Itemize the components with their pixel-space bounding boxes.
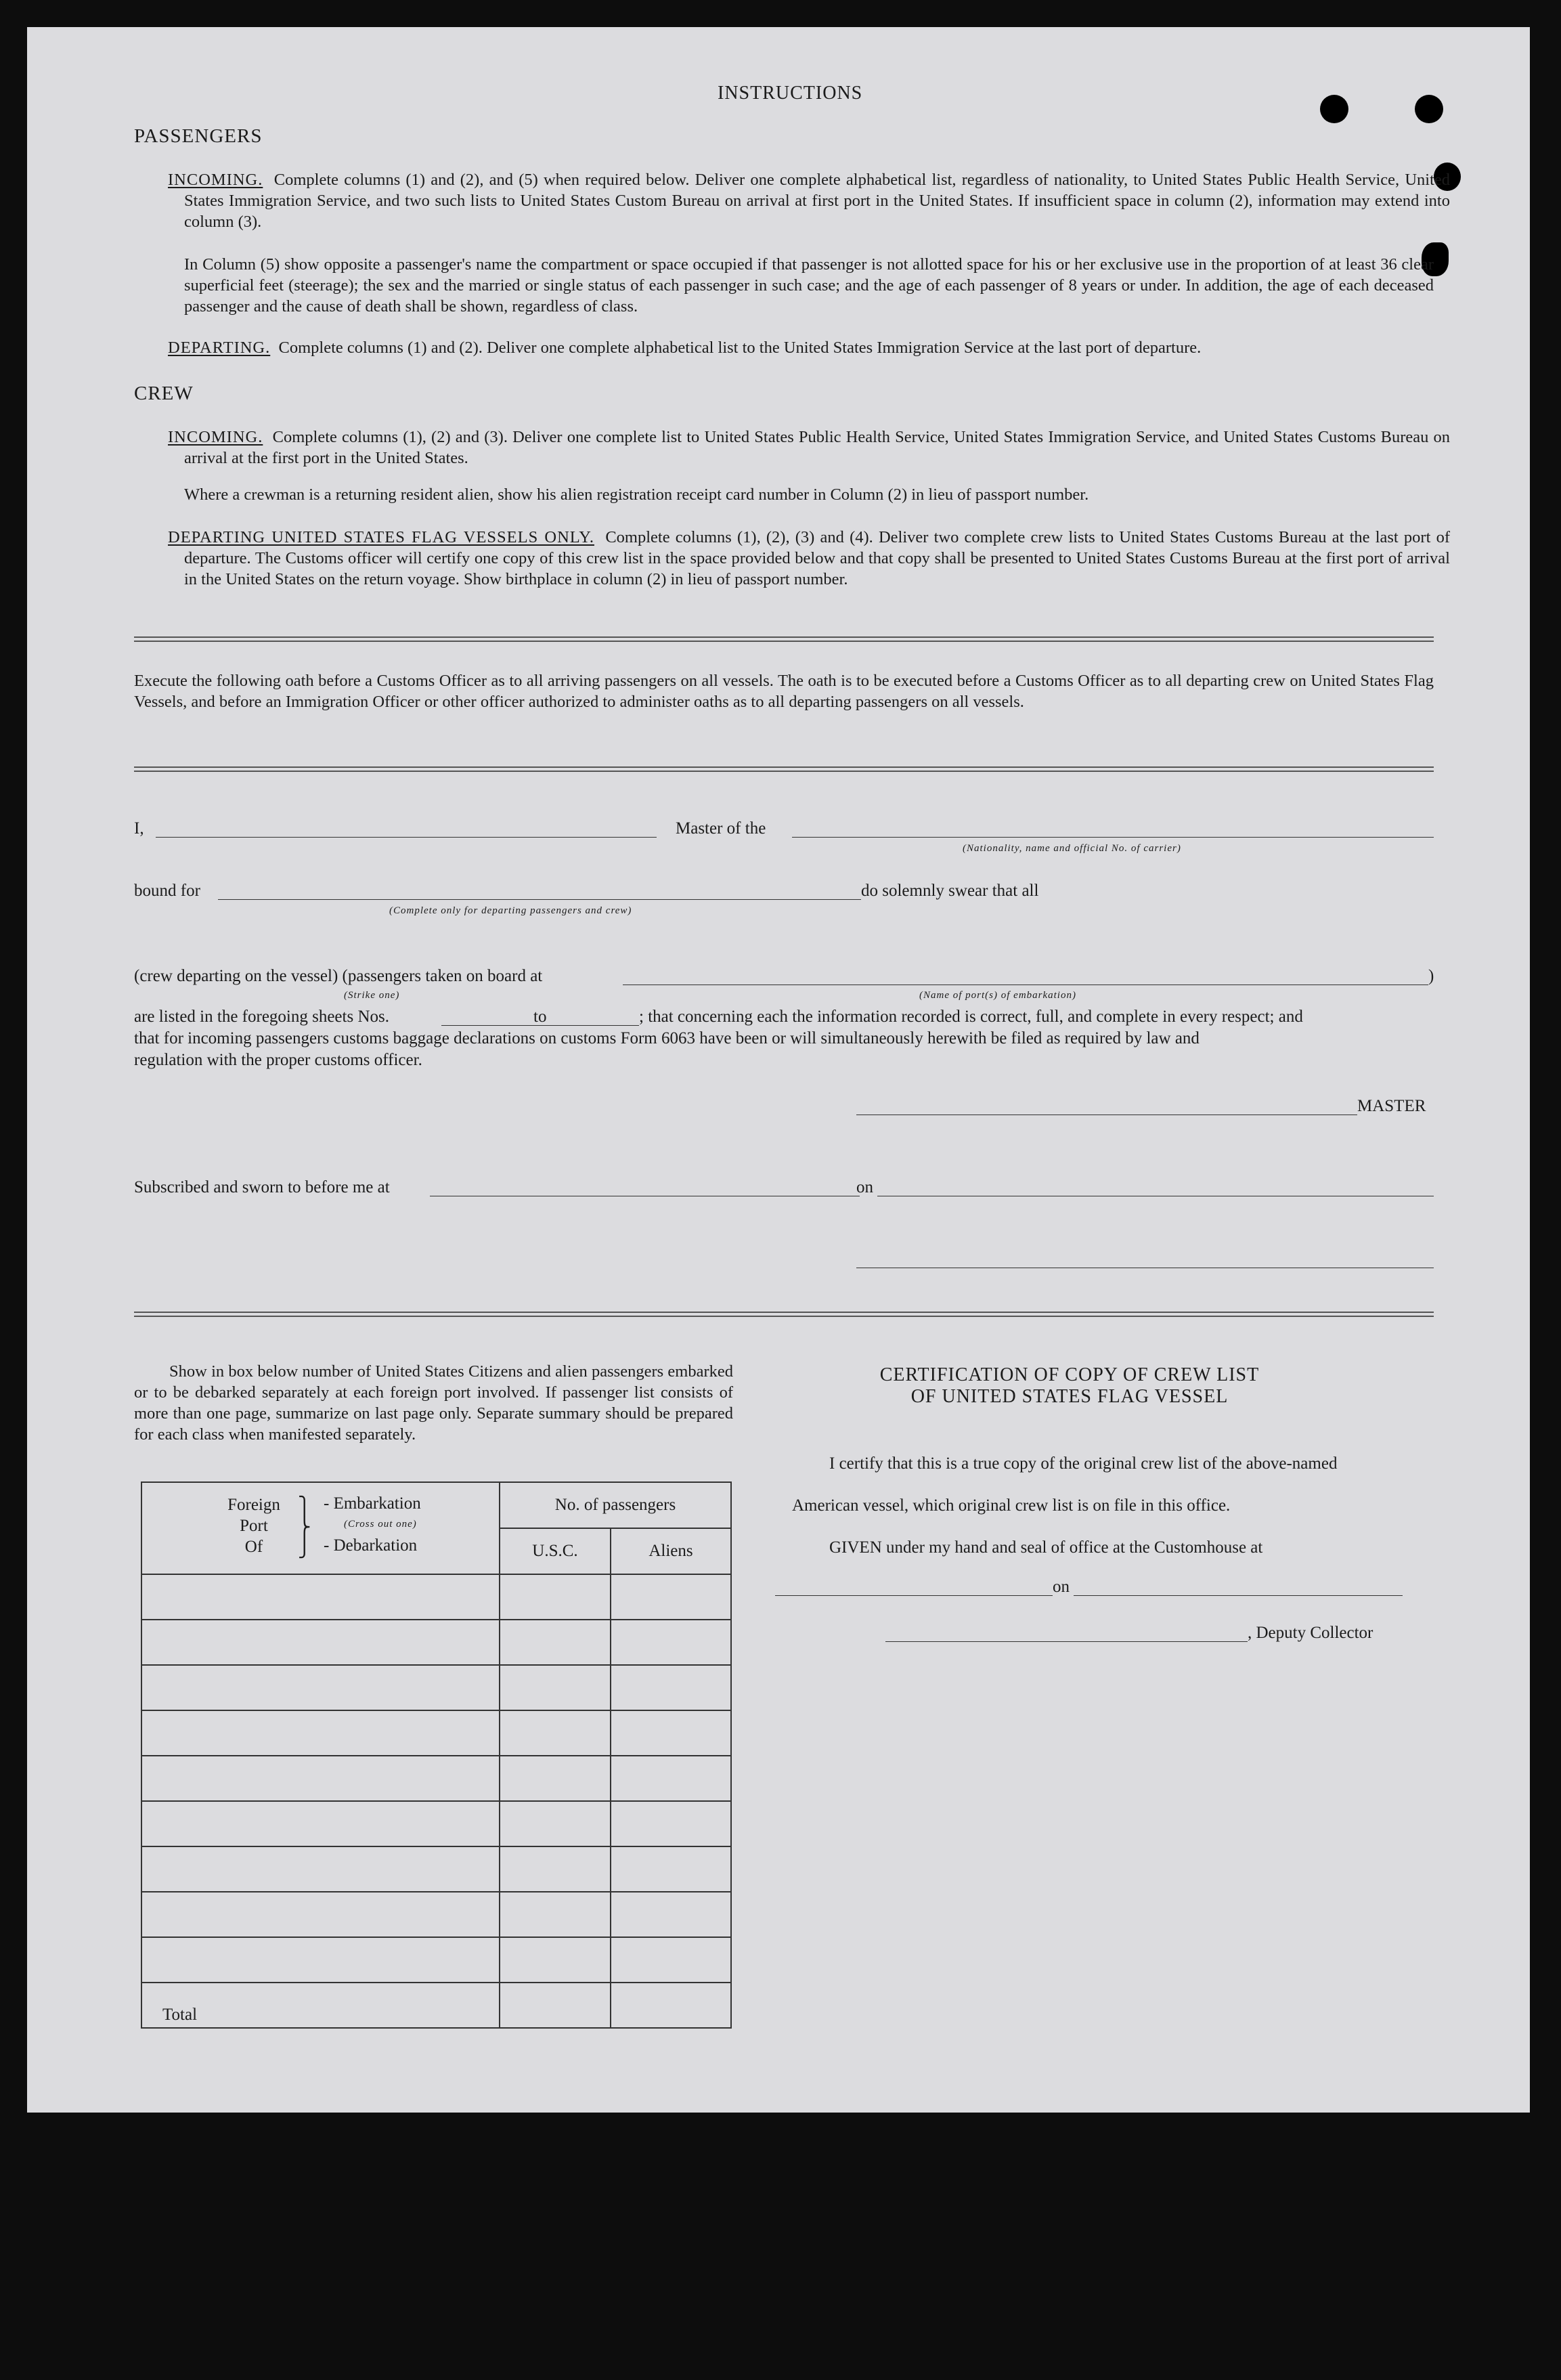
to-label: to xyxy=(533,1008,547,1026)
cross-out-caption: (Cross out one) xyxy=(344,1519,417,1530)
usc-total-cell[interactable] xyxy=(500,1983,611,2028)
carrier-field[interactable] xyxy=(792,837,1434,838)
listed-line3: regulation with the proper customs officer. xyxy=(134,1051,422,1069)
aliens-cell[interactable] xyxy=(611,1801,731,1846)
usc-cell[interactable] xyxy=(500,1846,611,1892)
passengers-heading: PASSENGERS xyxy=(134,125,263,147)
certification-title-line2: OF UNITED STATES FLAG VESSEL xyxy=(910,1386,1229,1407)
aliens-cell[interactable] xyxy=(611,1937,731,1983)
divider xyxy=(134,1312,1434,1317)
aliens-cell[interactable] xyxy=(611,1620,731,1665)
column5-instructions: In Column (5) show opposite a passenger's name the compartment or space occupied if that passenger is not allotted space for his or her exclusive use in the proportion of at least 36 clear superficial feet (steerage); the sex and the married or single status of each passenger in such case; and the age of each passenger of 8 years or under. In addition, the age of each deceased passenger and the cause of death shall be shown, regardless of class. xyxy=(184,255,1434,316)
certify-line1: I certify that this is a true copy of the original crew list of the above-named xyxy=(829,1454,1338,1473)
subscribed-label: Subscribed and sworn to before me at xyxy=(134,1178,390,1196)
oath-i-label: I, xyxy=(134,819,144,838)
passengers-departing-instructions xyxy=(168,337,1434,358)
carrier-caption: (Nationality, name and official No. of carrier) xyxy=(963,843,1181,854)
crew-incoming-instructions xyxy=(168,427,1450,469)
table-row xyxy=(141,1846,731,1892)
crew-heading: CREW xyxy=(134,383,194,404)
master-of-the-label: Master of the xyxy=(676,819,766,838)
port-header-cell xyxy=(141,1482,500,1574)
port-cell[interactable] xyxy=(141,1710,500,1756)
form-page xyxy=(27,27,1530,2113)
cert-date-field[interactable] xyxy=(1074,1595,1403,1596)
crew-departing-text: Complete columns (1), (2), (3) and (4). Deliver two complete crew lists to United States Customs Bureau at the last port of departure. The Customs officer will certify one copy of this crew list in the space provided below and that copy shall be presented to United States Customs Bureau at the first port of arrival in the United States on the return voyage. Show birthplace in column (2) in lieu of passport number. xyxy=(184,528,1450,588)
table-row xyxy=(141,1756,731,1801)
incoming-text: Complete columns (1) and (2), and (5) when required below. Deliver one complete alphabetical list, regardless of nationality, to United States Public Health Service, United States Immigration Service, and two such lists to United States Custom Bureau on arrival at first port in the United States. If insufficient space in column (2), information may extend into column (3). xyxy=(184,171,1451,231)
aliens-cell[interactable] xyxy=(611,1710,731,1756)
bound-for-label: bound for xyxy=(134,882,200,900)
port-cell[interactable] xyxy=(141,1801,500,1846)
usc-header: U.S.C. xyxy=(500,1528,611,1574)
page-title: INSTRUCTIONS xyxy=(718,83,863,104)
punch-hole xyxy=(1320,95,1348,123)
table-row xyxy=(141,1665,731,1710)
aliens-cell[interactable] xyxy=(611,1574,731,1620)
divider xyxy=(134,636,1434,642)
table-row xyxy=(141,1574,731,1620)
port-cell[interactable] xyxy=(141,1574,500,1620)
sheet-to-field[interactable] xyxy=(554,1025,639,1026)
aliens-cell[interactable] xyxy=(611,1756,731,1801)
no-passengers-header: No. of passengers xyxy=(500,1482,731,1528)
deputy-collector-label: , Deputy Collector xyxy=(1248,1624,1373,1642)
table-row xyxy=(141,1620,731,1665)
aliens-total-cell[interactable] xyxy=(611,1983,731,2028)
port-cell[interactable] xyxy=(141,1756,500,1801)
strike-one-caption: (Strike one) xyxy=(344,990,400,1001)
table-row xyxy=(141,1937,731,1983)
aliens-header: Aliens xyxy=(611,1528,731,1574)
ports-caption: (Name of port(s) of embarkation) xyxy=(919,990,1076,1001)
foreign-port-of-label: Foreign Port Of xyxy=(227,1496,280,1557)
port-cell[interactable] xyxy=(141,1937,500,1983)
embarkation-label: - Embarkation xyxy=(324,1494,421,1513)
do-swear-label: do solemnly swear that all xyxy=(861,882,1039,900)
subscribed-on-label: on xyxy=(856,1178,873,1196)
master-label: MASTER xyxy=(1357,1097,1426,1115)
table-row xyxy=(141,1801,731,1846)
oath-intro: Execute the following oath before a Customs Officer as to all arriving passengers on all vessels. The oath is to be executed before a Customs Officer as to all departing crew on United States Flag Vessels, and before an Immigration Officer or other officer authorized to administer oaths as to all departing passengers on all vessels. xyxy=(134,672,1434,711)
crew-departing-instructions xyxy=(168,527,1450,590)
crew-incoming-text: Complete columns (1), (2) and (3). Deliver one complete list to United States Public Health Service, United States Immigration Service, and United States Customs Bureau on arrival at the first port in the United States. xyxy=(184,428,1451,467)
passengers-incoming-instructions xyxy=(168,169,1450,232)
close-paren: ) xyxy=(1428,967,1434,985)
bound-for-field[interactable] xyxy=(218,899,861,900)
usc-cell[interactable] xyxy=(500,1937,611,1983)
certification-title xyxy=(806,1364,1334,1408)
listed-start: are listed in the foregoing sheets Nos. xyxy=(134,1008,389,1026)
usc-cell[interactable] xyxy=(500,1892,611,1937)
punch-hole xyxy=(1415,95,1443,123)
customhouse-field[interactable] xyxy=(775,1595,1053,1596)
crew-incoming-label: INCOMING. xyxy=(168,428,263,446)
departing-text: Complete columns (1) and (2). Deliver one complete alphabetical list to the United States Immigration Service at the last port of departure. xyxy=(278,339,1202,357)
aliens-cell[interactable] xyxy=(611,1892,731,1937)
debarkation-label: - Debarkation xyxy=(324,1536,418,1555)
listed-line2: that for incoming passengers customs baggage declarations on customs Form 6063 have been or will simultaneously herewith be filed as required by law and xyxy=(134,1029,1200,1047)
cert-on-label: on xyxy=(1053,1578,1070,1596)
divider xyxy=(134,766,1434,772)
crew-passengers-label: (crew departing on the vessel) (passengers taken on board at xyxy=(134,967,543,985)
table-row xyxy=(141,1892,731,1937)
deputy-signature-field[interactable] xyxy=(885,1641,1248,1642)
usc-cell[interactable] xyxy=(500,1710,611,1756)
aliens-cell[interactable] xyxy=(611,1846,731,1892)
crew-alien-instructions: Where a crewman is a returning resident alien, show his alien registration receipt card number in Column (2) in lieu of passport number. xyxy=(184,485,1089,504)
incoming-label: INCOMING. xyxy=(168,171,263,189)
port-cell[interactable] xyxy=(141,1892,500,1937)
aliens-cell[interactable] xyxy=(611,1665,731,1710)
master-name-field[interactable] xyxy=(156,837,657,838)
port-cell[interactable] xyxy=(141,1620,500,1665)
usc-cell[interactable] xyxy=(500,1574,611,1620)
departing-label: DEPARTING. xyxy=(168,339,271,357)
bound-for-caption: (Complete only for departing passengers and crew) xyxy=(389,905,632,916)
certify-line2: American vessel, which original crew list is on file in this office. xyxy=(792,1496,1231,1515)
usc-cell[interactable] xyxy=(500,1756,611,1801)
brace: ⎫ ⎬ ⎭ xyxy=(298,1496,311,1559)
summary-instructions: Show in box below number of United States Citizens and alien passengers embarked or to be debarked separately at each foreign port involved. If passenger list consists of more than one page, summarize on last page only. Separate summary should be prepared for each class when manifested separately. xyxy=(134,1362,733,1444)
passenger-summary-table xyxy=(141,1481,732,2029)
port-cell[interactable] xyxy=(141,1846,500,1892)
total-row xyxy=(141,1983,731,2028)
certification-title-line1: CERTIFICATION OF COPY OF CREW LIST xyxy=(879,1364,1260,1385)
given-line: GIVEN under my hand and seal of office at the Customhouse at xyxy=(829,1538,1263,1557)
table-row xyxy=(141,1710,731,1756)
usc-cell[interactable] xyxy=(500,1620,611,1665)
port-cell[interactable] xyxy=(141,1665,500,1710)
total-label: Total xyxy=(141,1983,500,2028)
listed-rest: ; that concerning each the information recorded is correct, full, and complete in every respect; and xyxy=(639,1008,1303,1026)
usc-cell[interactable] xyxy=(500,1801,611,1846)
usc-cell[interactable] xyxy=(500,1665,611,1710)
crew-departing-label: DEPARTING UNITED STATES FLAG VESSELS ONLY. xyxy=(168,528,594,546)
